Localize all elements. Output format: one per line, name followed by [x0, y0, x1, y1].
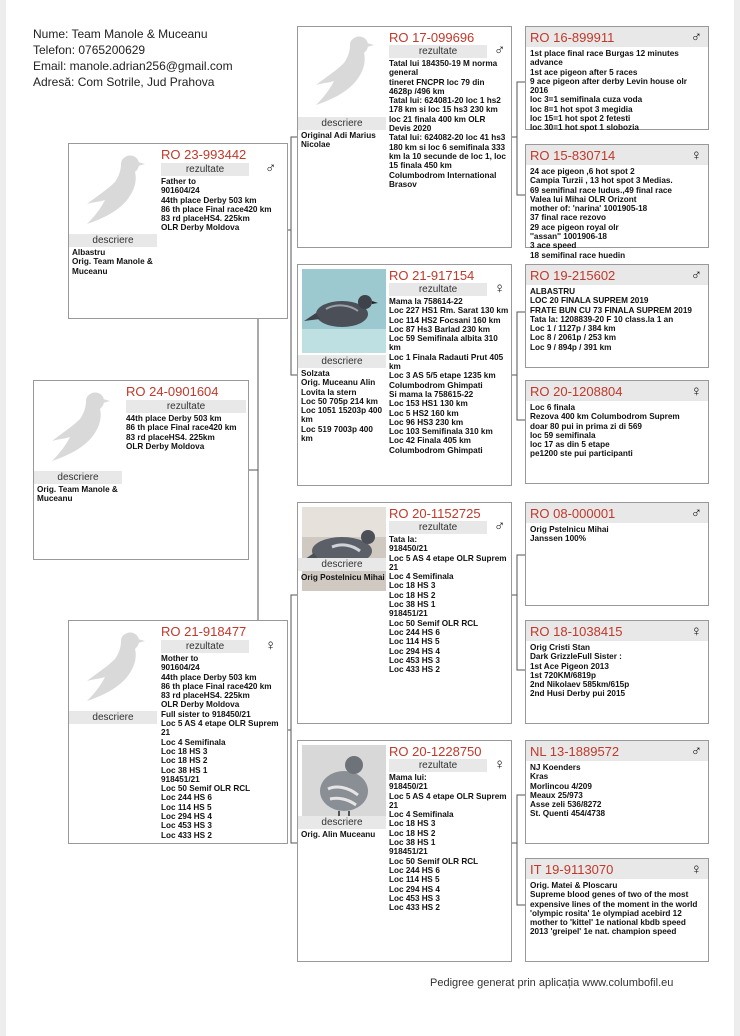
gp4-description: Orig. Alin Muceanu: [301, 830, 376, 839]
owner-info: [33, 26, 233, 90]
subject-description: Orig. Team Manole & Muceanu: [37, 485, 118, 504]
great-grandparent-card-8[interactable]: [525, 858, 709, 962]
ggp6-ring[interactable]: RO 18-1038415: [530, 624, 623, 639]
male-icon: ♂: [494, 518, 506, 535]
pigeon-silhouette-icon: [304, 31, 380, 115]
ggp7-ring[interactable]: NL 13-1889572: [530, 744, 620, 759]
male-icon: ♂: [494, 42, 506, 59]
ggp6-notes: Orig Cristi Stan Dark GrizzleFull Sister : 1st Ace Pigeon 2013 1st 720KM/6819p 2nd Nikolaev 585km/615p 2nd Husi Derby pui 2015: [530, 643, 630, 699]
female-icon: ♀: [265, 637, 277, 654]
female-icon: ♀: [690, 147, 702, 164]
ggp1-notes: 1st place final race Burgas 12 minutes advance 1st ace pigeon after 5 races 9 ace pigeon after derby Levin house olr 2016 loc 3=1 semifinala cuza voda loc 8=1 hot spot 3 megidia loc 15=1 hot spot 2 fetesti loc 30=1 hot spot 1 slobozia: [530, 49, 687, 133]
female-icon: ♀: [690, 861, 702, 878]
sire-ring[interactable]: RO 23-993442: [161, 147, 247, 162]
owner-address: Adresă: Com Sotrile, Jud Prahova: [33, 75, 215, 89]
gp4-ring[interactable]: RO 20-1228750: [389, 744, 482, 759]
male-icon: ♂: [265, 160, 277, 177]
dam-card[interactable]: [68, 620, 288, 844]
description-button[interactable]: descriere: [298, 355, 386, 368]
owner-name: Nume: Team Manole & Muceanu: [33, 27, 208, 41]
sire-card[interactable]: [68, 143, 288, 319]
results-button[interactable]: rezultate: [161, 640, 249, 653]
results-button[interactable]: rezultate: [389, 759, 487, 772]
sire-results: Father to 901604/24 44th place Derby 503 km 86 th place Final race420 km 83 rd placeHS4. 225km OLR Derby Moldova: [161, 177, 272, 233]
description-button[interactable]: descriere: [69, 234, 157, 247]
grandparent-card-3[interactable]: [297, 502, 512, 724]
great-grandparent-card-5[interactable]: [525, 502, 709, 606]
female-icon: ♀: [690, 623, 702, 640]
great-grandparent-card-4[interactable]: [525, 380, 709, 484]
subject-card[interactable]: [33, 380, 249, 560]
pigeon-silhouette-icon: [40, 387, 116, 471]
results-button[interactable]: rezultate: [389, 45, 487, 58]
great-grandparent-card-6[interactable]: [525, 620, 709, 724]
description-button[interactable]: descriere: [298, 117, 386, 130]
footer-credit: Pedigree generat prin aplicația www.columbofil.eu: [430, 977, 674, 989]
great-grandparent-card-7[interactable]: [525, 740, 709, 844]
ggp5-notes: Orig Pstelnicu Mihai Janssen 100%: [530, 525, 609, 544]
results-button[interactable]: rezultate: [126, 400, 246, 413]
gp3-description: Orig Postelnicu Mihai: [301, 573, 385, 582]
pigeon-photo: [302, 269, 386, 353]
ggp2-ring[interactable]: RO 15-830714: [530, 148, 616, 163]
gp3-results: Tata la: 918450/21 Loc 5 AS 4 etape OLR Suprem 21 Loc 4 Semifinala Loc 18 HS 3 Loc 18 HS 2 Loc 38 HS 1 918451/21 Loc 50 Semif OLR RCL Loc 244 HS 6 Loc 114 HS 5 Loc 294 HS 4 Loc 453 HS 3 Loc 433 HS 2: [389, 535, 507, 675]
dam-results: Mother to 901604/24 44th place Derby 503 km 86 th place Final race420 km 83 rd placeHS4. 225km OLR Derby Moldova Full sister to 918450/21 Loc 5 AS 4 etape OLR Suprem 21 Loc 4 Semifinala Loc 18 HS 3 Loc 18 HS 2 Loc 38 HS 1 918451/21 Loc 50 Semif OLR RCL Loc 244 HS 6 Loc 114 HS 5 Loc 294 HS 4 Loc 453 HS 3 Loc 433 HS 2: [161, 654, 279, 840]
gp1-results: Tatal lui 184350-19 M norma general tineret FNCPR loc 79 din 4628p /496 km Tatal lui: 624081-20 loc 1 hs2 178 km si loc 15 hs3 230 km loc 21 finala 400 km OLR Devis 2020 Tatal lui: 624082-20 loc 41 hs3 180 km si loc 6 semifinala 333 km la 10 secunde de loc 1, loc 15 finala 450 km Columbodrom International Brasov: [389, 59, 506, 189]
sire-description: Albastru Orig. Team Manole & Muceanu: [72, 248, 153, 276]
female-icon: ♀: [494, 756, 506, 773]
great-grandparent-card-2[interactable]: [525, 144, 709, 260]
ggp2-notes: 24 ace pigeon ,6 hot spot 2 Campia Turzii , 13 hot spot 3 Medias. 69 semifinal race ludus.,49 final race Valea lui Mihai OLR Orizont mother of: 'narina' 1001905-18 37 final race rezovo 29 ace pigeon royal olr ''assan'' 1001906-18 3 ace speed 18 semifinal race huedin: [530, 167, 673, 260]
results-button[interactable]: rezultate: [161, 163, 249, 176]
ggp8-notes: Orig. Matei & Ploscaru Supreme blood genes of two of the most expensive lines of the moment in the world 'olympic rosita' 1e olympiad acebird 12 mother to 'kittel' 1e national kbdb speed 2013 'greipel' 1e nat. champion speed: [530, 881, 698, 937]
female-icon: ♀: [494, 280, 506, 297]
ggp3-ring[interactable]: RO 19-215602: [530, 268, 616, 283]
owner-phone: Telefon: 0765200629: [33, 43, 146, 57]
owner-email[interactable]: Email: manole.adrian256@gmail.com: [33, 59, 233, 73]
dam-ring[interactable]: RO 21-918477: [161, 624, 247, 639]
gp4-results: Mama lui: 918450/21 Loc 5 AS 4 etape OLR Suprem 21 Loc 4 Semifinala Loc 18 HS 3 Loc 18 HS 2 Loc 38 HS 1 918451/21 Loc 50 Semif OLR RCL Loc 244 HS 6 Loc 114 HS 5 Loc 294 HS 4 Loc 453 HS 3 Loc 433 HS 2: [389, 773, 507, 913]
male-icon: ♂: [690, 29, 702, 46]
description-button[interactable]: descriere: [298, 558, 386, 571]
description-button[interactable]: descriere: [69, 711, 157, 724]
ggp4-ring[interactable]: RO 20-1208804: [530, 384, 623, 399]
great-grandparent-card-3[interactable]: [525, 264, 709, 368]
results-button[interactable]: rezultate: [389, 521, 487, 534]
male-icon: ♂: [690, 505, 702, 522]
gp2-description: Solzata Orig. Muceanu Alin Lovita la stern Loc 50 705p 214 km Loc 1051 15203p 400 km Loc 519 7003p 400 km: [301, 369, 383, 444]
results-button[interactable]: rezultate: [389, 283, 487, 296]
ggp5-ring[interactable]: RO 08-000001: [530, 506, 616, 521]
ggp3-notes: ALBASTRU LOC 20 FINALA SUPREM 2019 FRATE BUN CU 73 FINALA SUPREM 2019 Tata la: 1208839-20 F 10 class.la 1 an Loc 1 / 1127p / 384 km Loc 8 / 2061p / 253 km Loc 9 / 894p / 391 km: [530, 287, 692, 352]
ggp1-ring[interactable]: RO 16-899911: [530, 30, 615, 45]
description-button[interactable]: descriere: [298, 816, 386, 829]
grandparent-card-2[interactable]: [297, 264, 512, 486]
description-button[interactable]: descriere: [34, 471, 122, 484]
gp1-ring[interactable]: RO 17-099696: [389, 30, 475, 45]
pigeon-silhouette-icon: [75, 150, 151, 234]
ggp8-ring[interactable]: IT 19-9113070: [530, 862, 614, 877]
grandparent-card-4[interactable]: [297, 740, 512, 962]
great-grandparent-card-1[interactable]: [525, 26, 709, 133]
gp2-results: Mama la 758614-22 Loc 227 HS1 Rm. Sarat 130 km Loc 114 HS2 Focsani 160 km Loc 87 Hs3 Barlad 230 km Loc 59 Semifinala albita 310 km Loc 1 Finala Radauti Prut 405 km Loc 3 AS 5/5 etape 1235 km Columbodrom Ghimpati Si mama la 758615-22 Loc 153 HS1 130 km Loc 5 HS2 160 km Loc 96 HS3 230 km Loc 103 Semifinala 310 km Loc 42 Finala 405 km Columbodrom Ghimpati: [389, 297, 509, 455]
male-icon: ♂: [690, 743, 702, 760]
ggp7-notes: NJ Koenders Kras Morlincou 4/209 Meaux 25/973 Asse zeli 536/8272 St. Quenti 454/4738: [530, 763, 606, 819]
gp3-ring[interactable]: RO 20-1152725: [389, 506, 481, 521]
female-icon: ♀: [690, 383, 702, 400]
male-icon: ♂: [690, 267, 702, 284]
subject-ring[interactable]: RO 24-0901604: [126, 384, 219, 399]
gp2-ring[interactable]: RO 21-917154: [389, 268, 475, 283]
subject-results: 44th place Derby 503 km 86 th place Final race420 km 83 rd placeHS4. 225km OLR Derby Moldova: [126, 414, 237, 451]
ggp4-notes: Loc 6 finala Rezova 400 km Columbodrom Suprem doar 80 pui in prima zi di 569 loc 59 semifinala loc 17 as din 5 etape pe1200 ste pui participanti: [530, 403, 680, 459]
gp1-description: Original Adi Marius Nicolae: [301, 131, 376, 150]
pigeon-silhouette-icon: [75, 627, 151, 711]
grandparent-card-1[interactable]: [297, 26, 512, 248]
